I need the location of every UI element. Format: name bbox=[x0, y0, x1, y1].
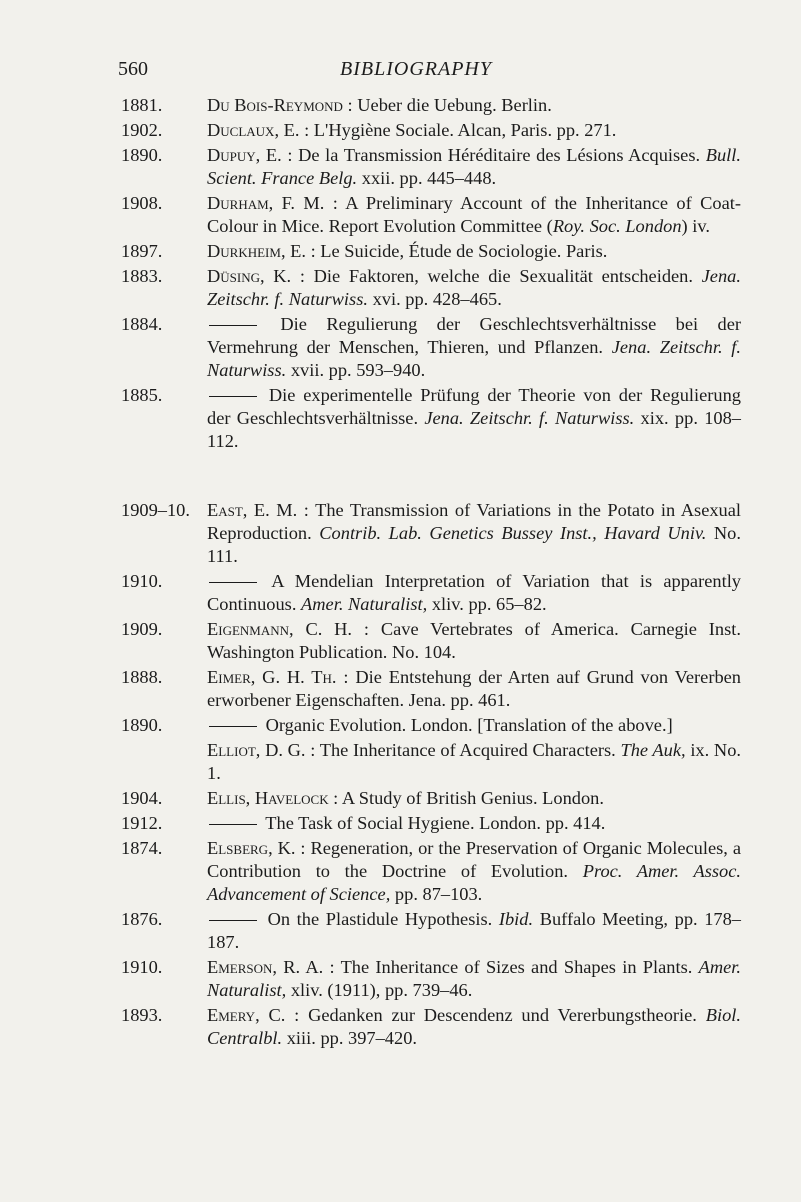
bib-entry bbox=[121, 956, 741, 1002]
bib-entry bbox=[121, 1004, 741, 1050]
ditto-dash bbox=[209, 726, 257, 727]
entry-author: Emerson, R. A. : bbox=[207, 957, 335, 977]
entry-journal: Jena. Zeitschr. f. Naturwiss. bbox=[207, 266, 741, 309]
entry-text: Organic Evolution. London. [Translation of the above.] bbox=[265, 715, 673, 735]
entry-author: Durham, F. M. : bbox=[207, 193, 338, 213]
entry-author: Eimer, G. H. Th. : bbox=[207, 667, 349, 687]
entry-journal: Ibid. bbox=[498, 909, 534, 929]
entry-year: 1910. bbox=[121, 571, 163, 591]
bib-entry bbox=[121, 666, 741, 712]
entry-journal: Bull. Scient. France Belg. bbox=[207, 145, 741, 188]
entry-year: 1890. bbox=[121, 145, 163, 165]
bib-entry bbox=[121, 618, 741, 664]
entry-year: 1893. bbox=[121, 1005, 163, 1025]
bib-entry bbox=[121, 240, 741, 263]
bib-entry bbox=[121, 739, 741, 785]
entry-year: 1910. bbox=[121, 957, 163, 977]
bib-entry bbox=[121, 119, 741, 142]
running-title: BIBLIOGRAPHY bbox=[340, 58, 492, 80]
bib-entry bbox=[121, 265, 741, 311]
ditto-dash bbox=[209, 325, 257, 326]
bib-entry bbox=[121, 313, 741, 382]
entry-pages: No. 111. bbox=[207, 523, 741, 566]
entry-journal: Contrib. Lab. Genetics Bussey Inst., Havard Univ. bbox=[319, 523, 707, 543]
entry-journal: Amer. Naturalist, bbox=[301, 594, 428, 614]
entry-author: East, E. M. : bbox=[207, 500, 309, 520]
entry-year: 1902. bbox=[121, 120, 163, 140]
entry-author: Emery, C. : bbox=[207, 1005, 300, 1025]
entry-author: Düsing, K. : bbox=[207, 266, 305, 286]
entry-author: Dupuy, E. : bbox=[207, 145, 293, 165]
entry-author: Duclaux, E. : bbox=[207, 120, 310, 140]
entry-pages: xvi. pp. 428–465. bbox=[372, 289, 502, 309]
entry-journal: The Auk, bbox=[620, 740, 686, 760]
entry-year: 1912. bbox=[121, 813, 163, 833]
entry-year: 1897. bbox=[121, 241, 163, 261]
entry-year: 1888. bbox=[121, 667, 163, 687]
ditto-dash bbox=[209, 824, 257, 825]
entry-pages: xliv. pp. 65–82. bbox=[431, 594, 547, 614]
entry-pages: ix. No. 1. bbox=[207, 740, 741, 783]
ditto-dash bbox=[209, 582, 257, 583]
entry-text: Ueber die Uebung. Berlin. bbox=[357, 95, 552, 115]
entry-pages: xxii. pp. 445–448. bbox=[361, 168, 497, 188]
bib-entry bbox=[121, 384, 741, 453]
bibliography-list bbox=[121, 94, 741, 1052]
entry-text: Die Entstehung der Arten auf Grund von Vererben erworbener Eigenschaften. Jena. pp. 461. bbox=[207, 667, 742, 710]
entry-text: Die experimentelle Prüfung der Theorie von der Regulierung der Geschlechtsverhältnisse. bbox=[207, 385, 741, 428]
entry-text: On the Plastidule Hypothesis. bbox=[267, 909, 493, 929]
bib-entry bbox=[121, 908, 741, 954]
entry-pages: pp. 87–103. bbox=[394, 884, 483, 904]
bib-entry bbox=[121, 192, 741, 238]
entry-year: 1890. bbox=[121, 715, 163, 735]
entry-text: A Study of British Genius. London. bbox=[341, 788, 604, 808]
bib-entry bbox=[121, 714, 741, 737]
entry-text: The Task of Social Hygiene. London. pp. 414. bbox=[265, 813, 606, 833]
entry-text: Cave Vertebrates of America. Carnegie Inst. Washington Publication. No. 104. bbox=[207, 619, 741, 662]
entry-year: 1904. bbox=[121, 788, 163, 808]
entry-pages: xvii. pp. 593–940. bbox=[290, 360, 426, 380]
page-header bbox=[118, 58, 738, 88]
entry-author: Elliot, D. G. : bbox=[207, 740, 316, 760]
entry-journal: Roy. Soc. London bbox=[552, 216, 682, 236]
entry-year: 1908. bbox=[121, 193, 163, 213]
entry-year: 1909–10. bbox=[121, 500, 190, 520]
entry-journal: Jena. Zeitschr. f. Naturwiss. bbox=[207, 337, 741, 380]
entry-author: Eigenmann, C. H. : bbox=[207, 619, 369, 639]
entry-author: Du Bois-Reymond : bbox=[207, 95, 353, 115]
entry-text: Die Faktoren, welche die Sexualität entscheiden. bbox=[313, 266, 693, 286]
ditto-dash bbox=[209, 396, 257, 397]
entry-pages: Buffalo Meeting, pp. 178–187. bbox=[207, 909, 741, 952]
entry-pages: ) iv. bbox=[681, 216, 710, 236]
entry-year: 1885. bbox=[121, 385, 163, 405]
bib-entry bbox=[121, 570, 741, 616]
page-number: 560 bbox=[118, 58, 148, 80]
bib-entry bbox=[121, 94, 741, 117]
entry-year: 1881. bbox=[121, 95, 163, 115]
entry-pages: xliv. (1911), pp. 739–46. bbox=[290, 980, 473, 1000]
entry-text: Die Regulierung der Geschlechtsverhältnisse bei der Vermehrung der Menschen, Thieren, und Pflanzen. bbox=[207, 314, 741, 357]
entry-text: L'Hygiène Sociale. Alcan, Paris. pp. 271. bbox=[313, 120, 617, 140]
entry-text: Gedanken zur Descendenz und Vererbungstheorie. bbox=[308, 1005, 697, 1025]
bib-entry bbox=[121, 499, 741, 568]
entry-year: 1909. bbox=[121, 619, 163, 639]
ditto-dash bbox=[209, 920, 257, 921]
entry-year: 1874. bbox=[121, 838, 163, 858]
bib-entry bbox=[121, 837, 741, 906]
entry-pages: xix. pp. 108–112. bbox=[207, 408, 741, 451]
entry-journal: Amer. Naturalist, bbox=[207, 957, 742, 1000]
bib-entry bbox=[121, 144, 741, 190]
entry-journal: Proc. Amer. Assoc. Advancement of Science, bbox=[207, 861, 742, 904]
entry-year: 1884. bbox=[121, 314, 163, 334]
entry-text: The Inheritance of Sizes and Shapes in Plants. bbox=[340, 957, 693, 977]
entry-journal: Biol. Centralbl. bbox=[207, 1005, 741, 1048]
entry-author: Elsberg, K. : bbox=[207, 838, 306, 858]
bib-entry bbox=[121, 812, 741, 835]
entry-text: Le Suicide, Étude de Sociologie. Paris. bbox=[320, 241, 608, 261]
entry-text: Regeneration, or the Preservation of Organic Molecules, a Contribution to the Doctrine of Evolution. bbox=[207, 838, 742, 881]
entry-journal: Jena. Zeitschr. f. Naturwiss. bbox=[424, 408, 635, 428]
entry-text: A Preliminary Account of the Inheritance of Coat-Colour in Mice. Report Evolution Committee ( bbox=[207, 193, 741, 236]
bib-entry bbox=[121, 787, 741, 810]
entry-author: Ellis, Havelock : bbox=[207, 788, 339, 808]
entry-text: A Mendelian Interpretation of Variation that is apparently Continuous. bbox=[207, 571, 741, 614]
entry-author: Durkheim, E. : bbox=[207, 241, 316, 261]
entry-text: The Transmission of Variations in the Potato in Asexual Reproduction. bbox=[207, 500, 742, 543]
entry-year: 1876. bbox=[121, 909, 163, 929]
entry-year: 1883. bbox=[121, 266, 163, 286]
entry-text: De la Transmission Héréditaire des Lésions Acquises. bbox=[298, 145, 701, 165]
entry-text: The Inheritance of Acquired Characters. bbox=[319, 740, 616, 760]
entry-pages: xiii. pp. 397–420. bbox=[286, 1028, 417, 1048]
